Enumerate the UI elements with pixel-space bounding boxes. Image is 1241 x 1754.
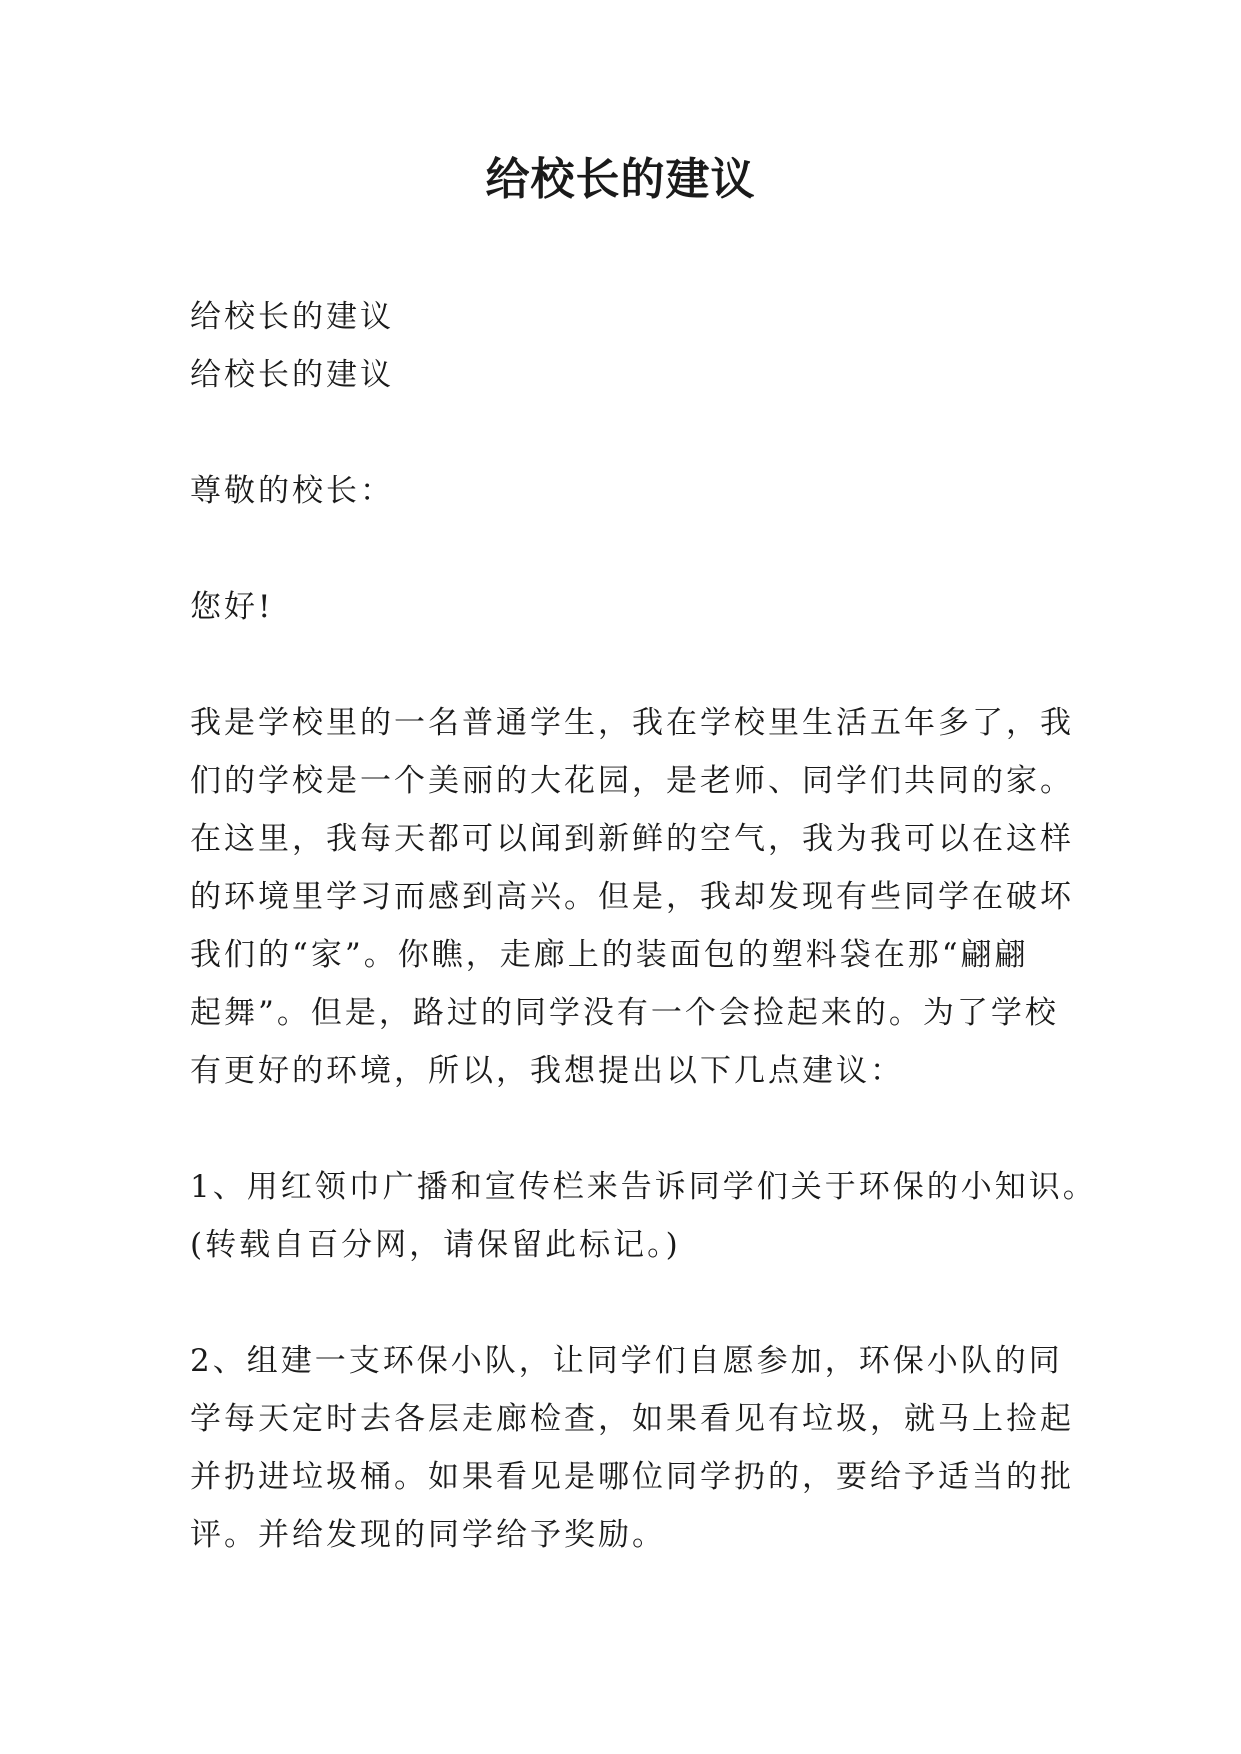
greeting: 您好! [190,589,274,625]
paragraph-line: 有更好的环境，所以，我想提出以下几点建议： [190,1053,904,1089]
blank-line [190,520,1060,578]
paragraph-line: 在这里，我每天都可以闻到新鲜的空气，我为我可以在这样 [190,821,1074,857]
document-title: 给校长的建议 [485,154,756,205]
blank-line [190,404,1060,462]
paragraph-line: 并扔进垃圾桶。如果看见是哪位同学扔的，要给予适当的批 [190,1459,1074,1495]
suggestion-1-paragraph [190,1158,1097,1274]
paragraph-line: 我们的“家”。你瞧，走廊上的装面包的塑料袋在那“翩翩 [190,937,1029,973]
paragraph-line: 1、用红领巾广播和宣传栏来告诉同学们关于环保的小知识。 [190,1169,1097,1205]
subtitle-line: 给校长的建议 [190,299,394,335]
paragraph-line: 2、组建一支环保小队，让同学们自愿参加，环保小队的同 [190,1343,1063,1379]
paragraph-line: 的环境里学习而感到高兴。但是，我却发现有些同学在破坏 [190,879,1074,915]
salutation: 尊敬的校长： [190,473,394,509]
document-body [190,288,1097,1564]
suggestion-2-paragraph [190,1332,1074,1564]
paragraph-line: 学每天定时去各层走廊检查，如果看见有垃圾，就马上捡起 [190,1401,1074,1437]
blank-line [190,1274,1060,1332]
intro-paragraph [190,694,1074,1100]
paragraph-line: 们的学校是一个美丽的大花园，是老师、同学们共同的家。 [190,763,1074,799]
paragraph-line: 评。并给发现的同学给予奖励。 [190,1517,666,1553]
paragraph-line: 我是学校里的一名普通学生，我在学校里生活五年多了，我 [190,705,1074,741]
blank-line [190,1100,1060,1158]
blank-line [190,636,1060,694]
paragraph-line: (转载自百分网，请保留此标记。) [190,1227,681,1263]
paragraph-line: 起舞”。但是，路过的同学没有一个会捡起来的。为了学校 [190,995,1059,1031]
subtitle-line: 给校长的建议 [190,357,394,393]
